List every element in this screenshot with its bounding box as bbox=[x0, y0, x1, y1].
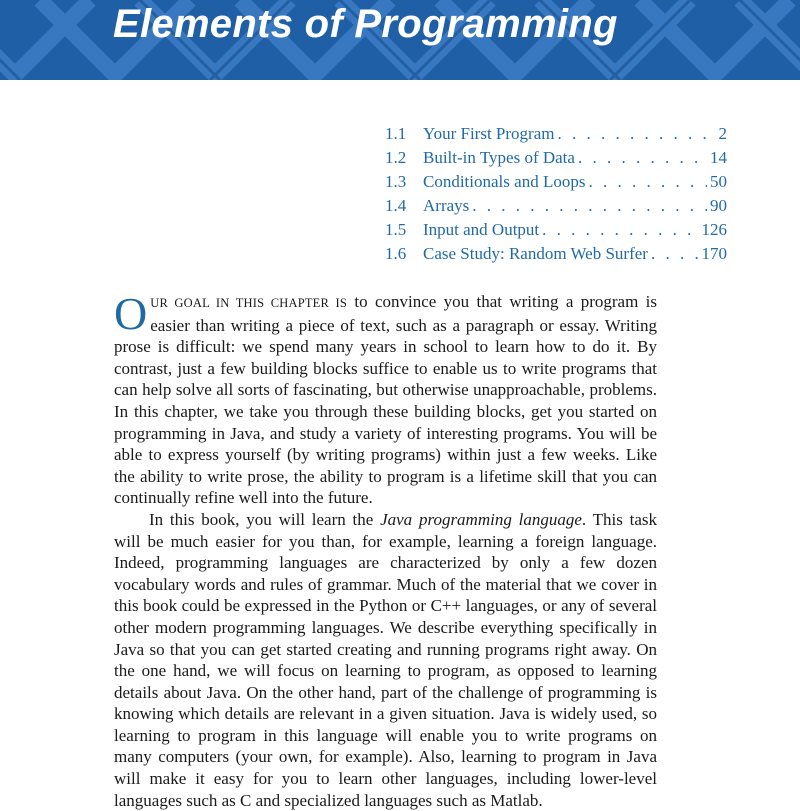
paragraph-lead: In this book, you will learn the bbox=[149, 509, 381, 529]
toc-entry[interactable] bbox=[385, 220, 727, 244]
toc-dot-leader bbox=[651, 244, 699, 264]
toc-dot-leader bbox=[472, 196, 707, 216]
intro-paragraph bbox=[114, 288, 657, 509]
toc-title: Input and Output bbox=[423, 220, 540, 239]
toc-dot-leader bbox=[557, 124, 715, 144]
toc-page: 14 bbox=[710, 148, 727, 167]
toc-entry[interactable] bbox=[385, 244, 727, 268]
toc-title: Arrays bbox=[423, 196, 470, 215]
second-paragraph bbox=[114, 509, 657, 811]
toc-dot-leader bbox=[578, 148, 707, 168]
toc-entry[interactable] bbox=[385, 148, 727, 172]
chapter-body bbox=[114, 288, 657, 811]
toc-number: 1.2 bbox=[385, 148, 407, 167]
toc-number: 1.4 bbox=[385, 196, 407, 215]
toc-number: 1.3 bbox=[385, 172, 407, 191]
toc-page: 50 bbox=[710, 172, 727, 191]
toc-dot-leader bbox=[542, 220, 698, 240]
toc-number: 1.5 bbox=[385, 220, 407, 239]
emphasized-term: Java programming language bbox=[380, 509, 582, 529]
toc-title: Built-in Types of Data bbox=[423, 148, 575, 167]
toc-entry[interactable] bbox=[385, 172, 727, 196]
drop-cap: O bbox=[114, 288, 148, 339]
toc-title: Case Study: Random Web Surfer bbox=[423, 244, 648, 263]
toc-title: Your First Program bbox=[423, 124, 555, 143]
toc-entry[interactable] bbox=[385, 196, 727, 220]
toc-number: 1.6 bbox=[385, 244, 407, 263]
paragraph-text: to convince you that writing a program is easier than writing a piece of text, such as a paragraph or essay. Writing prose is difficult: we spend many years in school to learn how to do it. By contrast, just a few building blocks suffice to enable us to write programs that can help solve all sorts of fascinating, but otherwise unapproachable, problems. In this chapter, we take you through these building blocks, get you started on programming in Java, and study a variety of interesting programs. You will be able to express yourself (by writing programs) within just a few weeks. Like the ability to write prose, the ability to program is a lifetime skill that you can continually refine well into the future. bbox=[114, 292, 657, 508]
toc-page: 126 bbox=[701, 220, 727, 239]
chapter-title: Elements of Programming bbox=[113, 2, 618, 46]
toc-page: 90 bbox=[710, 196, 727, 215]
toc-entry[interactable] bbox=[385, 124, 727, 148]
chapter-banner bbox=[0, 0, 800, 80]
table-of-contents bbox=[385, 124, 727, 268]
toc-title: Conditionals and Loops bbox=[423, 172, 586, 191]
toc-page: 2 bbox=[718, 124, 727, 143]
toc-page: 170 bbox=[701, 244, 727, 263]
smallcaps-lead: UR GOAL IN THIS CHAPTER IS bbox=[150, 296, 348, 310]
toc-number: 1.1 bbox=[385, 124, 407, 143]
toc-dot-leader bbox=[588, 172, 707, 192]
paragraph-text: . This task will be much easier for you than, for example, learning a foreign language. Indeed, programming languages are characterized by only a few dozen vocabulary words and rules of grammar. Much of the material that we cover in this book could be expressed in the Python or C++ languages, or any of several other modern programming languages. We describe everything specifically in Java so that you can get started creating and running programs right away. On the one hand, we will focus on learning to program, as opposed to learning details about Java. On the other hand, part of the challenge of programming is knowing which details are relevant in a given situation. Java is widely used, so learning to program in this language will enable you to write programs on many computers (your own, for example). Also, learning to program in Java will make it easy for you to learn other languages, including lower-level languages such as C and specialized languages such as Matlab. bbox=[114, 509, 657, 810]
